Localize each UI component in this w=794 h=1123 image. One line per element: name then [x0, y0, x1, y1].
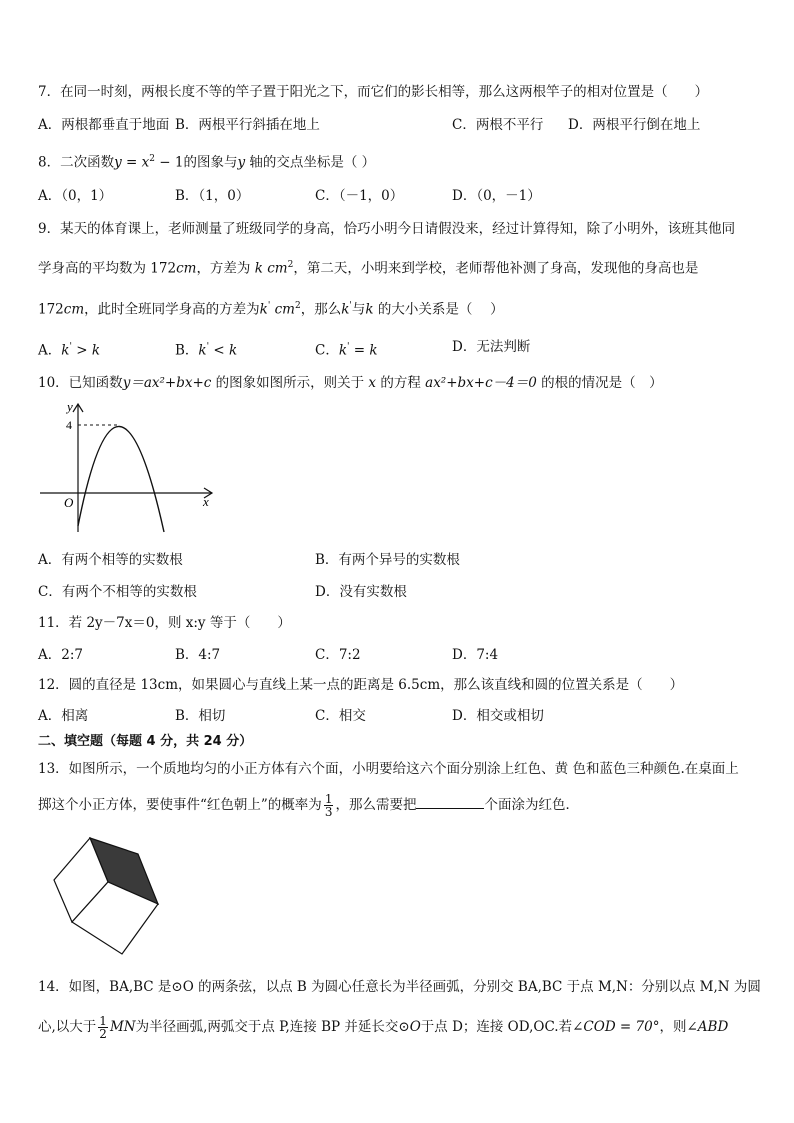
q14-line2	[38, 1014, 728, 1040]
q9-line3-unit: cm	[63, 301, 85, 318]
q7-option-c: C．两根不平行	[452, 117, 544, 133]
q14-angle-cod: ∠COD = 70°	[572, 1019, 660, 1035]
q10-pre: 10．已知函数	[38, 375, 123, 391]
q8-mid: 的图象与	[183, 154, 238, 171]
q9-kprime: k	[259, 301, 268, 318]
q9-option-b-prime: '	[206, 342, 210, 352]
q8-stem	[38, 150, 375, 172]
q9-line2-post: ，第二天，小明来到学校，老师帮他补测了身高，发现他的身高也是	[293, 260, 699, 277]
q9-option-c-prime: '	[347, 342, 350, 352]
parabola-curve	[78, 426, 164, 532]
q9-prime-2: '	[349, 301, 352, 311]
q11-option-b: B．4:7	[175, 647, 221, 663]
q13-line1: 13．如图所示，一个质地均匀的小正方体有六个面，小明要给这六个面分别涂上红色、黄 色和蓝色三种颜色.在桌面上	[38, 761, 739, 777]
q9-k: k	[254, 260, 263, 277]
q10-stem	[38, 374, 663, 392]
q14-fraction-denominator: 2	[99, 1027, 107, 1041]
q9-line3-square: 2	[295, 301, 301, 311]
q10-parabola-graph	[36, 398, 226, 538]
q8-option-c: C．（－1，0）	[315, 188, 404, 204]
q8-option-a: A．（0，1）	[38, 188, 113, 204]
q9-option-c-kp: k	[338, 342, 348, 359]
vertex-value-label: 4	[66, 418, 72, 432]
q14-angle-abd: ∠ABD	[686, 1019, 729, 1035]
q9-option-a-label: A．	[38, 342, 62, 359]
q9-line3-mid2: ，那么	[300, 301, 342, 318]
q7-stem: 7．在同一时刻，两根长度不等的竿子置于阳光之下，而它们的影长相等，那么这两根竿子的相对位置是（ ）	[38, 84, 709, 100]
q10-equation: ax²+bx+c－4＝0	[425, 375, 537, 391]
q8-axis: y	[237, 154, 246, 171]
q9-line3-cm: cm	[274, 301, 295, 318]
q14-o: O	[409, 1019, 421, 1035]
q9-option-c	[315, 338, 378, 360]
q11-stem: 11．若 2y－7x＝0，则 x:y 等于（ ）	[38, 615, 291, 631]
q9-line3-post: 的大小关系是（ ）	[373, 301, 504, 318]
q9-option-b-kp: k	[198, 342, 207, 359]
q13-fraction-numerator: 1	[324, 792, 333, 806]
q10-mid2: 的方程	[376, 375, 426, 391]
q9-line3-mid: ，此时全班同学身高的方差为	[84, 301, 260, 318]
q10-mid: 的图象如图所示，则关于	[211, 375, 369, 391]
q13-cube-figure	[50, 832, 166, 962]
q13-answer-blank[interactable]	[416, 794, 484, 809]
q12-stem: 12．圆的直径是 13cm，如果圆心与直线上某一点的距离是 6.5cm，那么该直线和圆的位置关系是（ ）	[38, 677, 684, 693]
q10-option-b: B．有两个异号的实数根	[315, 552, 460, 568]
q8-post: 轴的交点坐标是（ ）	[245, 154, 376, 171]
q13-line2-post: 个面涂为红色．	[484, 797, 579, 813]
q12-option-d: D．相交或相切	[452, 708, 544, 724]
q9-square: 2	[287, 260, 294, 270]
q9-option-a-kp: k	[61, 342, 70, 359]
q9-option-a-k: k	[91, 342, 101, 359]
q9-option-a	[38, 338, 100, 360]
q12-option-a: A．相离	[38, 708, 89, 724]
y-axis-label: y	[67, 399, 73, 414]
q13-line2-pre: 掷这个小正方体，要使事件“红色朝上”的概率为	[38, 797, 322, 813]
q8-option-d: D．（0，－1）	[452, 188, 541, 204]
q9-option-d: D．无法判断	[452, 339, 531, 355]
q12-option-b: B．相切	[175, 708, 226, 724]
q9-cm2: cm	[267, 260, 288, 277]
q11-option-d: D．7:4	[452, 647, 499, 663]
q9-unit: cm	[176, 260, 197, 277]
x-axis-label: x	[203, 494, 209, 509]
q14-line2-post: ，则	[659, 1019, 687, 1035]
q14-fraction-numerator: 1	[99, 1014, 107, 1028]
q8-formula-tail: − 1	[154, 154, 184, 171]
q9-line2	[38, 256, 698, 278]
q8-option-b: B．（1，0）	[175, 188, 250, 204]
q7-option-b: B．两根平行斜插在地上	[175, 117, 320, 133]
q9-line2-pre: 学身高的平均数为 172	[38, 260, 177, 277]
q8-formula: y = x	[114, 154, 150, 171]
q7-option-a: A．两根都垂直于地面	[38, 117, 170, 133]
q7-option-d: D．两根平行倒在地上	[568, 117, 701, 133]
q13-line2	[38, 792, 579, 818]
q9-line3-pre: 172	[38, 301, 64, 318]
q9-option-b-k: k	[229, 342, 238, 359]
q10-x: x	[368, 375, 377, 391]
q9-line2-mid: ，方差为	[196, 260, 251, 277]
q14-line2-mid2: 于点 D；连接 OD,OC.若	[420, 1019, 573, 1035]
q8-pre: 8．二次函数	[38, 154, 115, 171]
q14-fraction	[98, 1015, 108, 1040]
q12-option-c: C．相交	[315, 708, 366, 724]
q9-prime: '	[267, 301, 271, 311]
q9-option-b-rel: <	[209, 342, 229, 359]
q11-option-c: C．7:2	[315, 647, 361, 663]
q9-option-c-rel: =	[349, 342, 370, 359]
origin-label: O	[64, 495, 74, 510]
q10-formula: y＝ax²+bx+c	[122, 375, 212, 391]
q10-option-a: A．有两个相等的实数根	[38, 552, 183, 568]
q9-k-2: k	[365, 301, 374, 318]
q8-exponent: 2	[149, 154, 155, 164]
q14-line2-mid: 为半径画弧,两弧交于点 P,连接 BP 并延长交⊙	[135, 1019, 410, 1035]
q13-fraction-denominator: 3	[324, 805, 333, 819]
q10-post: 的根的情况是（ ）	[536, 375, 663, 391]
q10-option-d: D．没有实数根	[315, 584, 407, 600]
section-heading-fill-in: 二、填空题（每题 4 分，共 24 分）	[38, 734, 253, 749]
q9-option-a-prime: '	[69, 342, 72, 352]
q11-option-a: A．2:7	[38, 647, 83, 663]
q13-line2-mid: ，那么需要把	[335, 797, 417, 813]
q9-line1: 9．某天的体育课上，老师测量了班级同学的身高，恰巧小明今日请假没来，经过计算得知，除了小明外，该班其他同	[38, 221, 736, 237]
q9-option-c-k: k	[369, 342, 378, 359]
q9-option-b-label: B．	[175, 342, 199, 359]
q9-option-c-label: C．	[315, 342, 339, 359]
q9-with: 与	[351, 301, 366, 318]
q9-kprime-2: k	[341, 301, 350, 318]
q14-line1: 14．如图，BA,BC 是⊙O 的两条弦，以点 B 为圆心任意长为半径画弧，分别交 BA,BC 于点 M,N：分别以点 M,N 为圆	[38, 979, 761, 995]
q14-mn: MN	[109, 1019, 136, 1035]
q9-line3	[38, 297, 504, 319]
q14-line2-pre: 心,以大于	[38, 1019, 97, 1035]
q9-option-b	[175, 338, 237, 360]
q10-option-c: C．有两个不相等的实数根	[38, 584, 197, 600]
q9-option-a-rel: >	[71, 342, 92, 359]
q13-fraction	[324, 793, 334, 818]
